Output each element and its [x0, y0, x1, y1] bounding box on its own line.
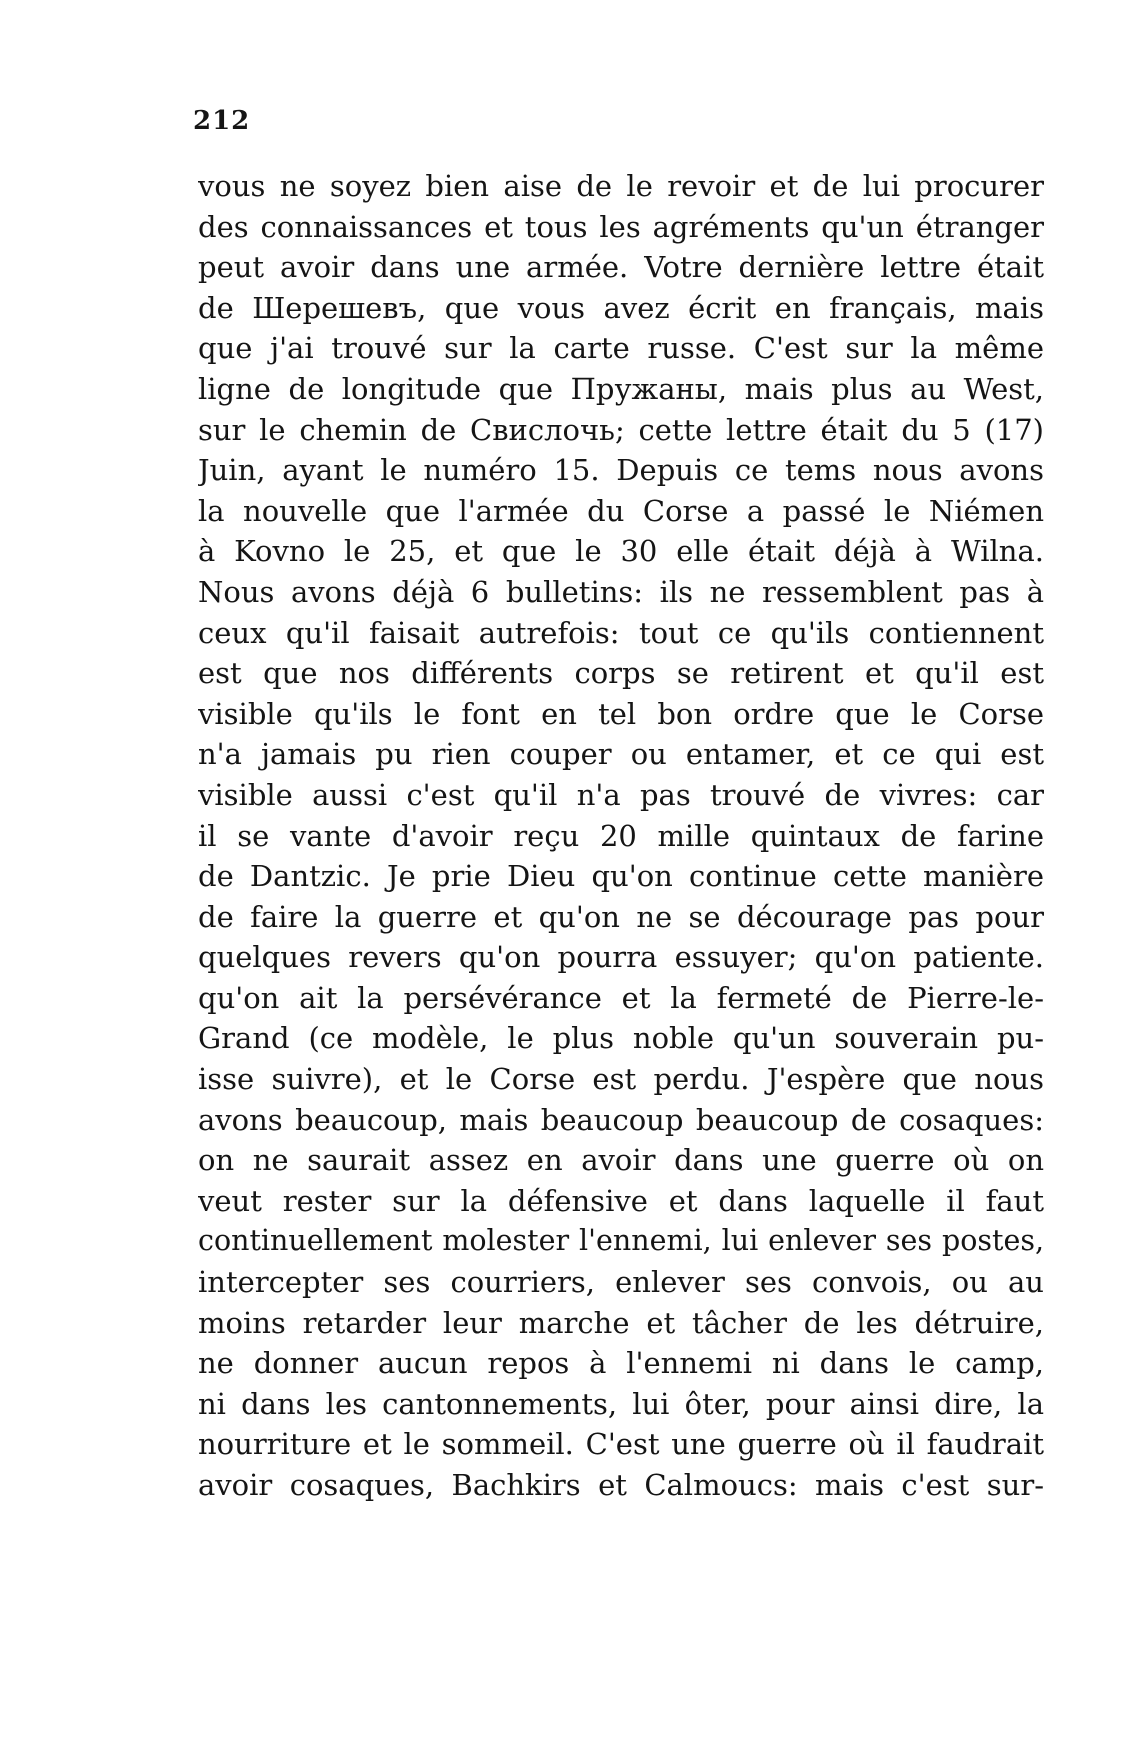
text-line: qu'on ait la persévérance et la fermeté de Pierre-le-	[198, 980, 1044, 1015]
text-line: visible qu'ils le font en tel bon ordre que le Corse	[198, 696, 1044, 731]
text-line: ligne de longitude que Пружаны, mais plus au West,	[198, 371, 1044, 406]
text-line: vous ne soyez bien aise de le revoir et de lui procurer	[198, 169, 1044, 203]
text-line: Nous avons déjà 6 bulletins: ils ne ressemblent pas à	[198, 574, 1044, 609]
text-line: n'a jamais pu rien couper ou entamer, et ce qui est	[198, 737, 1044, 772]
text-line: avons beaucoup, mais beaucoup beaucoup de cosaques:	[198, 1102, 1044, 1137]
body-text	[198, 166, 1044, 1506]
text-line: ni dans les cantonnements, lui ôter, pour ainsi dire, la	[198, 1386, 1044, 1421]
text-line: peut avoir dans une armée. Votre dernière lettre était	[198, 250, 1044, 285]
text-line: visible aussi c'est qu'il n'a pas trouvé de vivres: car	[198, 777, 1044, 812]
text-line: moins retarder leur marche et tâcher de les détruire,	[198, 1305, 1044, 1340]
text-line: on ne saurait assez en avoir dans une guerre où on	[198, 1143, 1044, 1178]
text-line: isse suivre), et le Corse est perdu. J'espère que nous	[198, 1062, 1044, 1097]
text-line: est que nos différents corps se retirent et qu'il est	[198, 656, 1044, 691]
text-line: ceux qu'il faisait autrefois: tout ce qu'ils contiennent	[198, 615, 1044, 650]
text-line: Juin, ayant le numéro 15. Depuis ce tems nous avons	[198, 453, 1044, 488]
text-line: la nouvelle que l'armée du Corse a passé le Niémen	[198, 493, 1044, 528]
text-line: nourriture et le sommeil. C'est une guerre où il faudrait	[198, 1427, 1044, 1462]
text-line: sur le chemin de Свислочь; cette lettre était du 5 (17)	[198, 412, 1044, 447]
text-line: quelques revers qu'on pourra essuyer; qu'on patiente.	[198, 940, 1044, 975]
text-line: des connaissances et tous les agréments qu'un étranger	[198, 209, 1044, 244]
text-line: de faire la guerre et qu'on ne se décourage pas pour	[198, 899, 1044, 934]
text-line: ne donner aucun repos à l'ennemi ni dans le camp,	[198, 1346, 1044, 1381]
text-line: continuellement molester l'ennemi, lui enlever ses postes,	[198, 1224, 1044, 1258]
text-line: que j'ai trouvé sur la carte russe. C'est sur la même	[198, 331, 1044, 366]
page-number: 212	[193, 106, 251, 136]
text-line: veut rester sur la défensive et dans laquelle il faut	[198, 1183, 1044, 1218]
text-line: de Dantzic. Je prie Dieu qu'on continue cette manière	[198, 859, 1044, 894]
text-line: à Kovno le 25, et que le 30 elle était déjà à Wilna.	[198, 534, 1044, 569]
text-line: de Шерешевъ, que vous avez écrit en français, mais	[198, 290, 1044, 325]
text-line: il se vante d'avoir reçu 20 mille quintaux de farine	[198, 818, 1044, 853]
text-line: avoir cosaques, Bachkirs et Calmoucs: mais c'est sur-	[198, 1468, 1044, 1502]
text-line: Grand (ce modèle, le plus noble qu'un souverain pu-	[198, 1021, 1044, 1056]
text-line: intercepter ses courriers, enlever ses convois, ou au	[198, 1265, 1044, 1300]
